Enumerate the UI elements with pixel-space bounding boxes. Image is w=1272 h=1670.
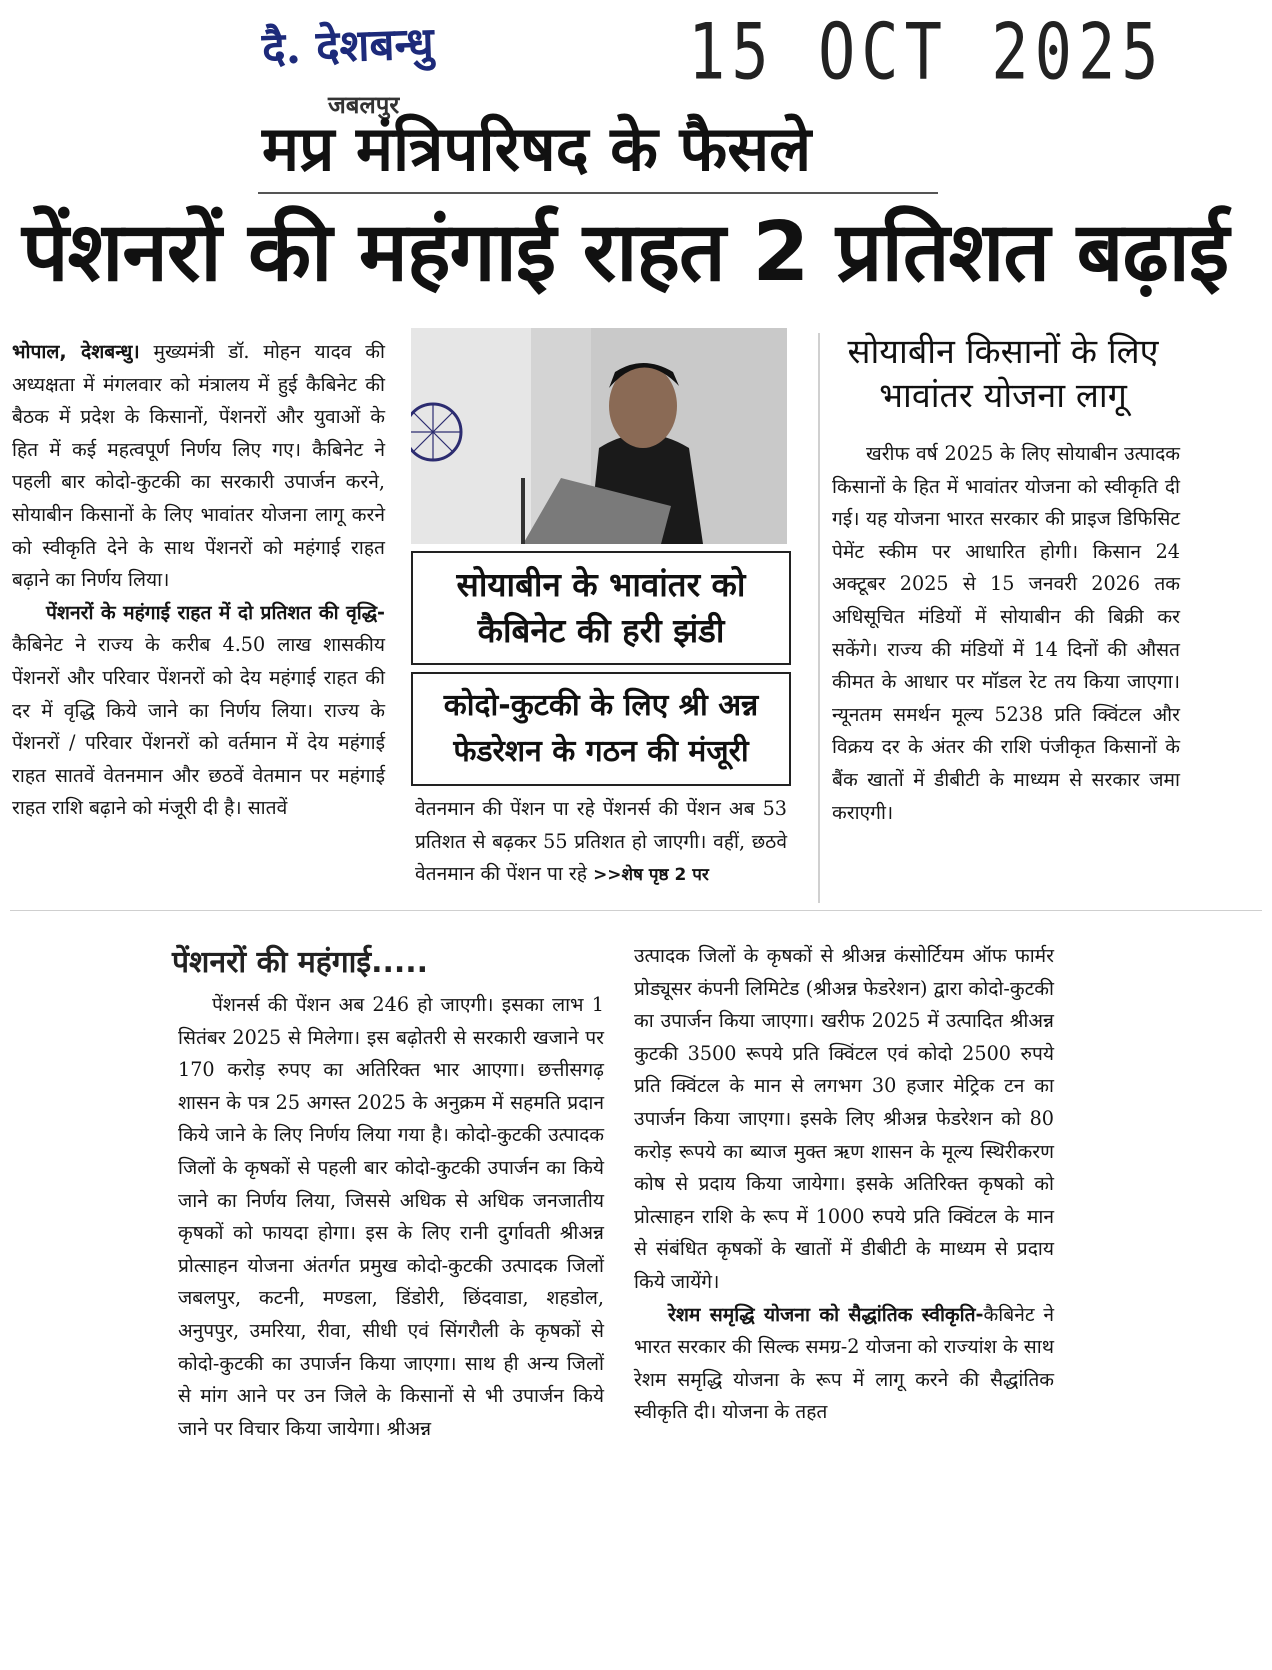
story-column-1 bbox=[12, 336, 385, 825]
cm-photo bbox=[411, 328, 787, 544]
clipping-date: 15 OCT 2025 bbox=[688, 6, 1165, 98]
sidebar-column bbox=[832, 438, 1180, 829]
continuation-column-right bbox=[634, 940, 1054, 1429]
sidebar-text: खरीफ वर्ष 2025 के लिए सोयाबीन उत्पादक किसानों के हित में भावांतर योजना को स्वीकृति दी गई। यह योजना भारत सरकार की प्राइज डिफिसिट पेमेंट स्कीम पर आधारित होगी। किसान 24 अक्टूबर 2025 से 15 जनवरी 2026 तक अधिसूचित मंडियों में सोयाबीन की बिक्री कर सकेंगे। राज्य की मंडियों में 14 दिनों की औसत कीमत के आधार पर मॉडल रेट तय किया जाएगा। न्यूनतम समर्थन मूल्य 5238 प्रति क्विंटल और विक्रय दर के अंतर की राशि पंजीकृत किसानों के बैंक खातों में डीबीटी के माध्यम से सरकार जमा कराएगी। bbox=[832, 442, 1180, 824]
highlight-box-kodo-text: कोदो-कुटकी के लिए श्री अन्न फेडरेशन के गठन की मंजूरी bbox=[443, 688, 759, 769]
cm-photo-illustration bbox=[411, 328, 787, 544]
continuation-column-left bbox=[178, 989, 604, 1445]
continuation-left-text: पेंशनर्स की पेंशन अब 246 हो जाएगी। इसका लाभ 1 सितंबर 2025 से मिलेगा। इस बढ़ोतरी से सरकारी खजाने पर 170 करोड़ रुपए का अतिरिक्त भार आएगा। छत्तीसगढ़ शासन के पत्र 25 अगस्त 2025 के अनुक्रम में सहमति प्रदान किये जाने के लिए निर्णय लिया गया है। कोदो-कुटकी उत्पादक जिलों के कृषकों से पहली बार कोदो-कुटकी उपार्जन का किये जाने का निर्णय लिया, जिससे अधिक से अधिक जनजातीय कृषकों को फायदा होगा। इस के लिए रानी दुर्गावती श्रीअन्न प्रोत्साहन योजना अंतर्गत प्रमुख कोदो-कुटकी उत्पादक जिलों जबलपुर, कटनी, मण्डला, डिंडोरी, छिंदवाडा, शहडोल, अनुपपुर, उमरिया, रीवा, सीधी एवं सिंगरौली के कृषकों से कोदो-कुटकी का उपार्जन किया जाएगा। साथ ही अन्य जिलों से मांग आने पर उन जिले के किसानों से भी उपार्जन किये जाने पर विचार किया जायेगा। श्रीअन्न bbox=[178, 993, 604, 1440]
subhead-pension-relief: पेंशनरों के महंगाई राहत में दो प्रतिशत की वृद्धि- bbox=[46, 600, 385, 624]
highlight-box-soybean-text: सोयाबीन के भावांतर को कैबिनेट की हरी झंडी bbox=[456, 565, 746, 650]
highlight-box-soybean bbox=[411, 551, 791, 665]
dateline: भोपाल, देशबन्धु। bbox=[12, 340, 140, 363]
sidebar-box bbox=[818, 330, 1188, 418]
continuation-right-text: उत्पादक जिलों के कृषकों से श्रीअन्न कंसोर्टियम ऑफ फार्मर प्रोड्यूसर कंपनी लिमिटेड (श्रीअन्न फेडरेशन) द्वारा कोदो-कुटकी का उपार्जन किया जाएगा। खरीफ 2025 में उत्पादित श्रीअन्न कुटकी 3500 रूपये प्रति क्विंटल एवं कोदो 2500 रुपये प्रति क्विंटल के मान से लगभग 30 हजार मेट्रिक टन का उपार्जन किया जाएगा। इसके लिए श्रीअन्न फेडरेशन को 80 करोड़ रूपये का ब्याज मुक्त ऋण शासन के मूल्य स्थिरीकरण कोष से प्रदाय किया जायेगा। इसके अतिरिक्त कृषको को प्रोत्साहन राशि के रूप में 1000 रुपये प्रति क्विंटल के मान से संबंधित कृषकों के खातों में डीबीटी के माध्यम से प्रदाय किये जायेंगे। bbox=[634, 944, 1054, 1293]
paper-name: दै. देशबन्धु bbox=[261, 18, 435, 75]
sidebar-title: सोयाबीन किसानों के लिए भावांतर योजना लागू bbox=[847, 332, 1159, 416]
highlight-box-kodo bbox=[411, 672, 791, 786]
kicker-headline: मप्र मंत्रिपरिषद के फैसले bbox=[262, 112, 812, 185]
column-2-text: वेतनमान की पेंशन पा रहे पेंशनर्स की पेंशन अब 53 प्रतिशत से बढ़कर 55 प्रतिशत हो जाएगी। वहीं, छठवे वेतनमान की पेंशन पा रहे bbox=[415, 797, 787, 886]
subhead-silk-scheme: रेशम समृद्धि योजना को सैद्धांतिक स्वीकृति- bbox=[668, 1302, 984, 1326]
continuation-heading: पेंशनरों की महंगाई..... bbox=[172, 945, 429, 980]
city-stamp: जबलपुर bbox=[328, 91, 400, 119]
lead-paragraph: मुख्यमंत्री डॉ. मोहन यादव की अध्यक्षता में मंगलवार को मंत्रालय में हुई कैबिनेट की बैठक में प्रदेश के किसानों, पेंशनरों और युवाओं के हित में कई महत्वपूर्ण निर्णय लिए गए। कैबिनेट ने पहली बार कोदो-कुटकी का सरकारी उपार्जन करने, सोयाबीन किसानों के लिए भावांतर योजना लागू करने को स्वीकृति देने के साथ पेंशनरों को महंगाई राहत बढ़ाने का निर्णय लिया। bbox=[12, 340, 385, 592]
story-column-2 bbox=[415, 793, 787, 892]
sidebar-rule bbox=[818, 333, 820, 903]
continued-marker: >>शेष पृष्ठ 2 पर bbox=[593, 865, 709, 886]
silk-scheme-paragraph: कैबिनेट ने भारत सरकार की सिल्क समग्र-2 योजना को राज्यांश के साथ रेशम समृद्धि योजना के रूप में लागू करने की सैद्धांतिक स्वीकृति दी। योजना के तहत bbox=[634, 1302, 1055, 1424]
clipping-separator bbox=[10, 910, 1262, 911]
pension-paragraph: कैबिनेट ने राज्य के करीब 4.50 लाख शासकीय पेंशनरों और परिवार पेंशनरों को देय महंगाई राहत की दर में वृद्धि किये जाने का निर्णय लिया। राज्य के पेंशनरों / परिवार पेंशनरों को वर्तमान में देय महंगाई राहत सातवें वेतनमान और छठवें वेतमान पर महंगाई राहत राशि बढ़ाने को मंजूरी दी है। सातवें bbox=[12, 633, 385, 820]
main-headline: पेंशनरों की महंगाई राहत 2 प्रतिशत बढ़ाई bbox=[22, 205, 1229, 300]
kicker-rule bbox=[258, 192, 938, 194]
